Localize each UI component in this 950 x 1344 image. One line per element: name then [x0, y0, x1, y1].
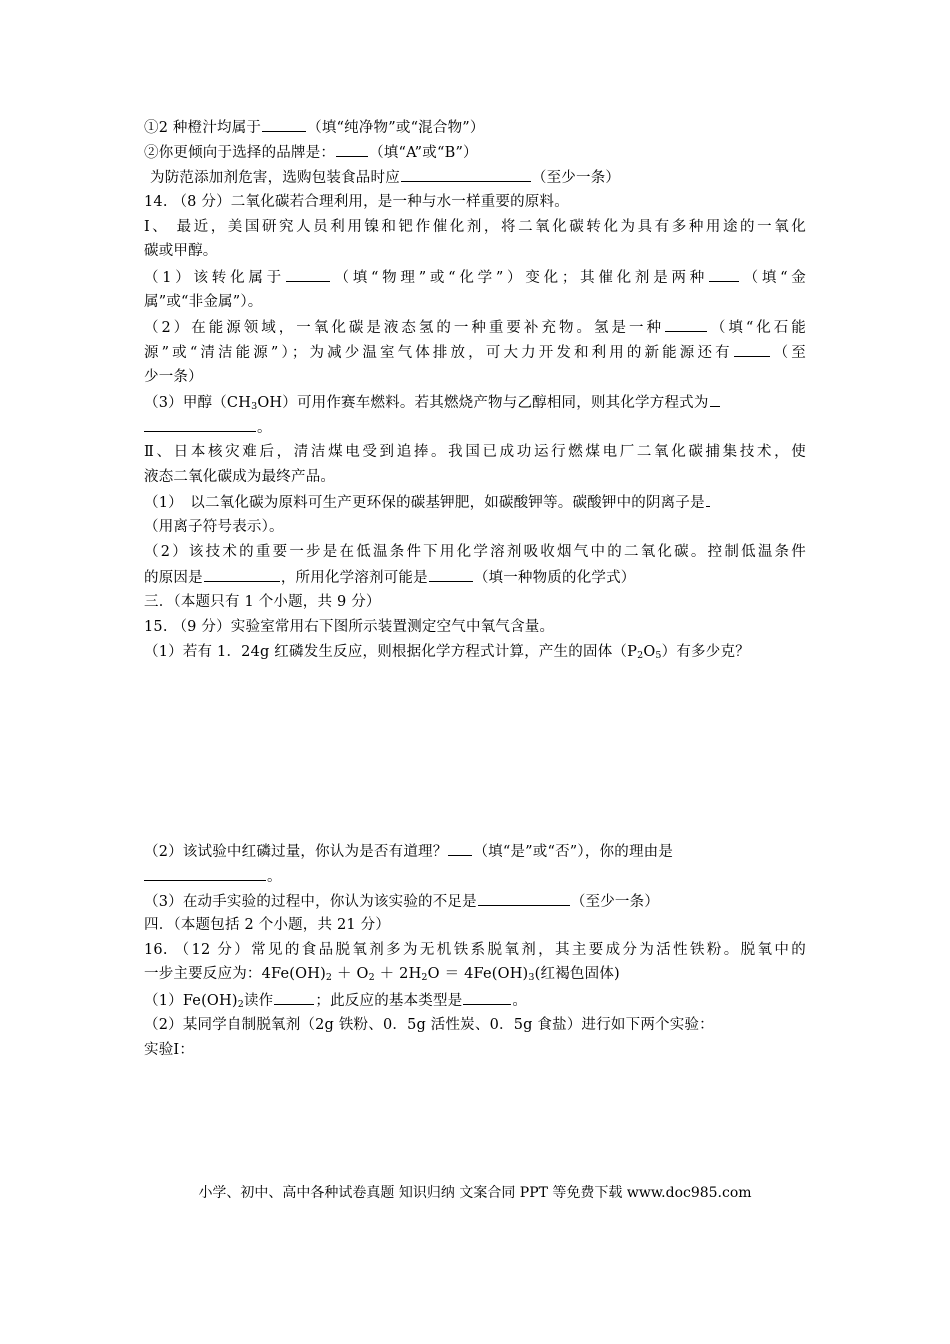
q15-q2-line-1: [144, 840, 673, 863]
answer-blank[interactable]: [401, 166, 531, 182]
answer-blank[interactable]: [429, 566, 473, 582]
q14-part2-line-1: Ⅱ、日本核灾难后，清洁煤电受到追捧。我国已成功运行燃煤电厂二氧化碳捕集技术，使: [144, 444, 806, 460]
q13-line-3: [150, 166, 620, 189]
q13-s3-hint: （至少一条）: [531, 170, 621, 186]
q14-title: 14. （8 分）二氧化碳若合理利用，是一种与水一样重要的原料。: [144, 194, 569, 210]
q14-part1-line-2: 碳或甲醇。: [144, 243, 218, 259]
period: 。: [267, 869, 282, 885]
q13-s1-hint: （填“纯净物”或“混合物”）: [307, 120, 485, 136]
page-footer: 小学、初中、高中各种试卷真题 知识归纳 文案合同 PPT 等免费下载 www.doc985.com: [198, 1185, 752, 1201]
q14-q4-line-1: [144, 491, 711, 514]
q14-q1-text: （填“金: [740, 270, 806, 286]
q14-q3-text: OH）可用作赛车燃料。若其燃烧产物与乙醇相同，则其化学方程式为: [257, 395, 709, 411]
q14-q5-line-2: [144, 566, 636, 589]
answer-blank[interactable]: [262, 116, 306, 132]
q14-q1-text: （1）该转化属于: [144, 270, 285, 286]
q15-q1-text: （1）若有 1．24g 红磷发生反应，则根据化学方程式计算，产生的固体（P: [144, 644, 638, 660]
q16-experiment-label: 实验Ⅰ：: [144, 1042, 195, 1058]
q15-q2-line-2: [144, 865, 282, 888]
q14-q3-text: （3）甲醇（CH: [144, 395, 252, 411]
answer-blank[interactable]: [710, 391, 720, 407]
subscript: 3: [251, 401, 258, 412]
q14-q2-text: （至: [770, 345, 806, 361]
answer-blank[interactable]: [463, 989, 511, 1005]
equation-text: O ＝ 4Fe(OH): [427, 966, 529, 982]
answer-blank[interactable]: [706, 491, 710, 507]
equation-text: ＋ O: [332, 966, 369, 982]
q15-q3-text: （至少一条）: [570, 894, 660, 910]
subscript: 2: [237, 999, 244, 1010]
q14-q2-line-3: 少一条）: [144, 369, 203, 385]
q14-q2-text: （填“化石能: [708, 320, 806, 336]
q13-s2-hint: （填“A”或“B”）: [369, 145, 478, 161]
q14-part2-line-2: 液态二氧化碳成为最终产品。: [144, 469, 336, 485]
q15-q3: [144, 890, 659, 913]
q15-q2-text: （2）该试验中红磷过量，你认为是否有道理？: [144, 844, 448, 860]
q14-q5-text: ，所用化学溶剂可能是: [280, 570, 428, 586]
q13-s1-text: ①2 种橙汁均属于: [144, 120, 262, 136]
answer-blank[interactable]: [336, 141, 368, 157]
answer-blank[interactable]: [204, 566, 280, 582]
q14-q1-line-1: [144, 266, 806, 289]
q14-q5-line-1: （2）该技术的重要一步是在低温条件下用化学溶剂吸收烟气中的二氧化碳。控制低温条件: [144, 544, 806, 560]
subscript: 2: [368, 972, 375, 983]
q14-q2-line-2: [144, 341, 806, 364]
q14-q4-text: （1） 以二氧化碳为原料可生产更环保的碳基钾肥，如碳酸钾等。碳酸钾中的阴离子是: [144, 495, 705, 511]
q16-q2: （2）某同学自制脱氧剂（2g 铁粉、0．5g 活性炭、0．5g 食盐）进行如下两个实验：: [144, 1017, 714, 1033]
equation-text: (红褐色固体): [534, 966, 620, 982]
answer-blank[interactable]: [478, 890, 570, 906]
q15-q1-text: ）有多少克？: [661, 644, 750, 660]
q14-q3-line-2: [144, 416, 272, 439]
q16-q1: [144, 989, 527, 1016]
answer-blank[interactable]: [734, 341, 770, 357]
q15-q3-text: （3）在动手实验的过程中，你认为该实验的不足是: [144, 894, 477, 910]
q14-q5-text: 的原因是: [144, 570, 203, 586]
q13-s3-text: 为防范添加剂危害，选购包装食品时应: [150, 170, 400, 186]
q14-q3-line-1: [144, 391, 721, 418]
q13-s2-text: ②你更倾向于选择的品牌是：: [144, 145, 336, 161]
q14-q1-text: （填“物理”或“化学”）变化；其催化剂是两种: [330, 270, 708, 286]
q13-line-1: [144, 116, 485, 139]
q14-q2-text: 源”或“清洁能源”）；为减少温室气体排放，可大力开发和利用的新能源还有: [144, 345, 733, 361]
answer-blank[interactable]: [665, 316, 707, 332]
equation-text: 一步主要反应为：4Fe(OH): [144, 966, 326, 982]
subscript: 2: [421, 972, 428, 983]
subscript: 5: [655, 650, 662, 661]
q15-q1: [144, 641, 750, 667]
q15-title: 15. （9 分）实验室常用右下图所示装置测定空气中氧气含量。: [144, 619, 555, 635]
q14-q5-text: （填一种物质的化学式）: [473, 570, 636, 586]
q14-q4-line-2: （用离子符号表示）。: [144, 519, 284, 535]
q16-title: 16. （12 分）常见的食品脱氧剂多为无机铁系脱氧剂，其主要成分为活性铁粉。脱氧中的: [144, 942, 806, 958]
period: 。: [257, 420, 272, 436]
answer-blank[interactable]: [274, 989, 314, 1005]
q14-q2-line-1: [144, 316, 806, 339]
q16-equation: [144, 963, 620, 989]
period: 。: [512, 993, 528, 1009]
q14-q2-text: （2）在能源领域，一氧化碳是液态氢的一种重要补充物。氢是一种: [144, 320, 665, 336]
q15-q1-text: O: [643, 644, 656, 660]
subscript: 3: [528, 972, 535, 983]
q16-q1-text: （1）Fe(OH): [144, 993, 238, 1009]
answer-blank[interactable]: [286, 266, 330, 282]
answer-blank[interactable]: [144, 416, 256, 432]
q16-q1-text: 读作: [243, 993, 274, 1009]
q14-q1-line-2: 属”或“非金属”）。: [144, 294, 263, 310]
equation-text: ＋ 2H: [374, 966, 422, 982]
section-3-title: 三．（本题只有 1 个小题，共 9 分）: [144, 594, 381, 610]
answer-blank[interactable]: [448, 840, 472, 856]
subscript: 2: [325, 972, 333, 983]
q13-line-2: [144, 141, 478, 164]
answer-blank[interactable]: [709, 266, 739, 282]
q14-part1-line-1: Ⅰ、 最近，美国研究人员利用镍和钯作催化剂，将二氧化碳转化为具有多种用途的一氧化: [144, 219, 806, 235]
subscript: 2: [637, 650, 644, 661]
q16-q1-text: ；此反应的基本类型是: [315, 993, 463, 1009]
section-4-title: 四．（本题包括 2 个小题，共 21 分）: [144, 917, 391, 933]
answer-blank[interactable]: [144, 865, 266, 881]
q15-q2-text: （填“是”或“否”），你的理由是: [473, 844, 674, 860]
